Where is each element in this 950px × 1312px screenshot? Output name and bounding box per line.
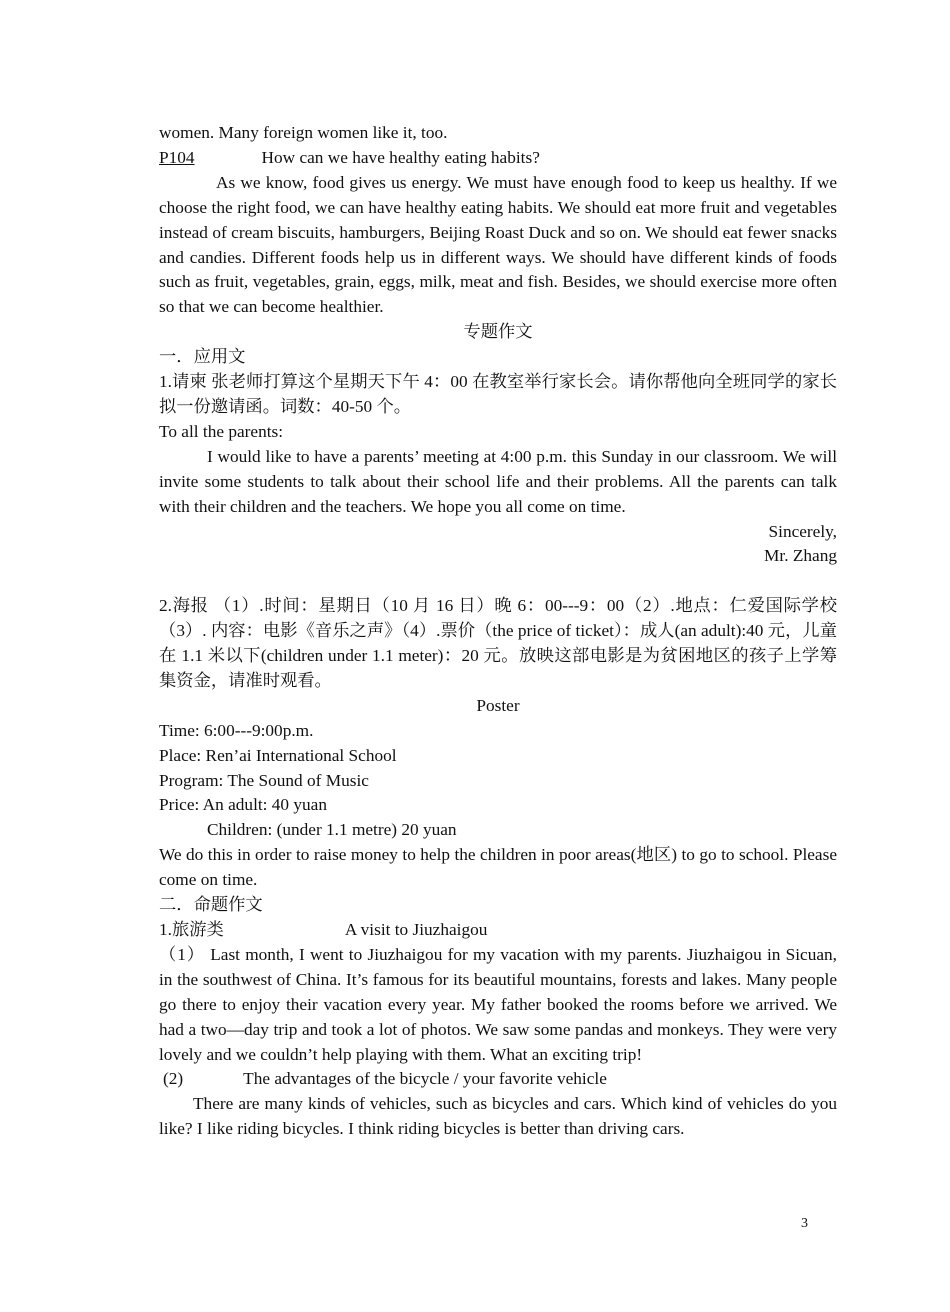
document-page <box>159 121 837 1142</box>
poster-children-price: Children: (under 1.1 metre) 20 yuan <box>207 820 457 840</box>
item-2-title: The advantages of the bicycle / your favorite vehicle <box>243 1069 607 1089</box>
poster-note: We do this in order to raise money to help the children in poor areas(地区) to go to school. Please come on time. <box>159 845 837 890</box>
page-number: 3 <box>801 1216 808 1231</box>
section-2-heading: 二．命题作文 <box>159 895 263 915</box>
task-1-prompt: 1.请柬 张老师打算这个星期天下午 4：00 在教室举行家长会。请你帮他向全班同学的家长拟一份邀请函。词数：40-50 个。 <box>159 372 837 416</box>
p104-label: P104 <box>159 147 195 167</box>
p104-paragraph: As we know, food gives us energy. We must have enough food to keep us healthy. If we choose the right food, we can have healthy eating habits. We should eat more fruit and vegetables instead of cream biscuits, hamburgers, Beijing Roast Duck and so on. We should eat fewer snacks and candies. Different foods help us in different ways. We should have different kinds of foods such as fruit, vegetables, grain, eggs, milk, meat and fish. Besides, we should exercise more often so that we can become healthier. <box>159 172 837 317</box>
blank-line <box>159 569 837 594</box>
poster-place: Place: Ren’ai International School <box>159 745 397 765</box>
letter-body: I would like to have a parents’ meeting at 4:00 p.m. this Sunday in our classroom. We will invite some students to talk about their school life and their problems. All the parents can talk with their children and the teachers. We hope you all come on time. <box>159 446 837 516</box>
item-2-heading <box>159 1067 837 1092</box>
poster-title: Poster <box>476 695 520 715</box>
travel-label: 1.旅游类 <box>159 919 224 939</box>
p104-title: How can we have healthy eating habits? <box>261 147 540 167</box>
letter-greeting: To all the parents: <box>159 421 284 441</box>
text-line: women. Many foreign women like it, too. <box>159 123 448 142</box>
section-1-heading: 一．应用文 <box>159 347 246 367</box>
letter-signature: Mr. Zhang <box>764 546 837 566</box>
p104-heading <box>159 146 837 171</box>
topic-heading: 专题作文 <box>463 322 533 342</box>
travel-title: A visit to Jiuzhaigou <box>344 919 488 939</box>
travel-heading <box>159 918 837 943</box>
poster-price: Price: An adult: 40 yuan <box>159 795 327 815</box>
poster-time: Time: 6:00---9:00p.m. <box>159 720 314 740</box>
poster-program: Program: The Sound of Music <box>159 770 369 790</box>
task-2-prompt: 2.海报 （1）.时间：星期日（10 月 16 日）晚 6：00---9：00（2）.地点：仁爱国际学校（3）. 内容：电影《音乐之声》（4）.票价（the price of ticket）：成人(an adult):40 元，儿童在 1.1 米以下(children under 1.1 meter)：20 元。放映这部电影是为贫困地区的孩子上学筹集资金，请准时观看。 <box>159 596 837 690</box>
letter-closing: Sincerely, <box>768 521 837 541</box>
item-2-label: (2) <box>163 1069 184 1089</box>
travel-paragraph: （1） Last month, I went to Jiuzhaigou for my vacation with my parents. Jiuzhaigou in Sicuan, in the southwest of China. It’s famous for its beautiful mountains, forests and lakes. Many people go there to enjoy their vacation every year. My father booked the rooms before we arrived. We had a two—day trip and took a lot of photos. We saw some pandas and monkeys. They were very lovely and we couldn’t help playing with them. What an exciting trip! <box>159 944 837 1064</box>
item-2-paragraph: There are many kinds of vehicles, such as bicycles and cars. Which kind of vehicles do you like? I like riding bicycles. I think riding bicycles is better than driving cars. <box>159 1094 837 1139</box>
